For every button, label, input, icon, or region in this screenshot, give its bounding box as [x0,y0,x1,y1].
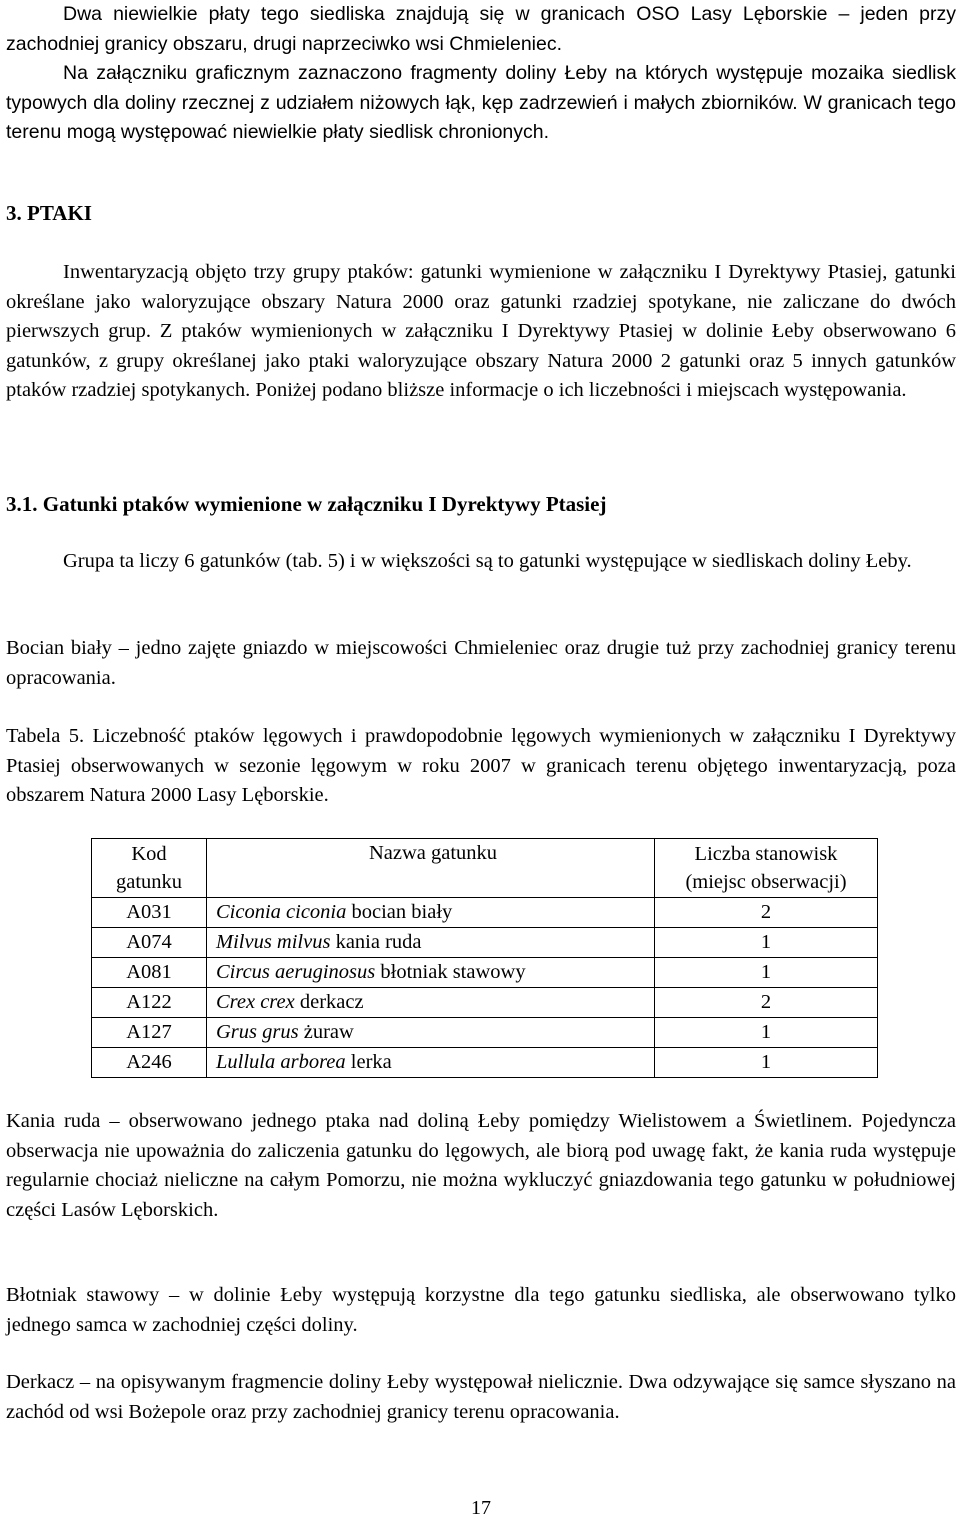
header-code-line1: Kod [131,843,167,865]
cell-code: A031 [92,898,207,928]
corncrake-paragraph: Derkacz – na opisywanym fragmencie doliny Łeby występował nielicznie. Dwa odzywające się samce słyszano na zachód od wsi Bożepole oraz przy zachodniej granicy terenu opracowania. [6,1371,956,1423]
table-header-row [92,839,878,898]
section-heading-birds: 3. PTAKI [6,201,92,225]
cell-name [207,1048,655,1078]
cell-code: A246 [92,1048,207,1078]
latin-name: Crex crex [216,991,295,1013]
header-code [92,839,207,898]
bird-table-wrapper [91,838,878,1078]
header-count-line2: (miejsc obserwacji) [685,871,847,893]
polish-name: żuraw [298,1021,354,1043]
red-kite-paragraph: Kania ruda – obserwowano jednego ptaka nad doliną Łeby pomiędzy Wielistowem a Świetlinem. Pojedyncza obserwacja nie upoważnia do zaliczenia gatunku do lęgowych, ale biorą pod uwagę fakt, że kania ruda występuje regularnie chociaż nieliczne na całym Pomorzu, nie można wykluczyć gniazdowania tego gatunku w południowej części Lasów Lęborskich. [6,1110,956,1221]
cell-code: A074 [92,928,207,958]
cell-name [207,928,655,958]
table-row [92,898,878,928]
table-row [92,1018,878,1048]
marsh-harrier-paragraph: Błotniak stawowy – w dolinie Łeby występują korzystne dla tego gatunku siedliska, ale obserwowano tylko jednego samca w zachodniej części doliny. [6,1284,956,1336]
latin-name: Grus grus [216,1021,299,1043]
latin-name: Milvus milvus [216,931,331,953]
table-row [92,1048,878,1078]
cell-count: 2 [655,988,878,1018]
header-name: Nazwa gatunku [207,839,655,898]
cell-count: 1 [655,1048,878,1078]
cell-name [207,958,655,988]
cell-count: 1 [655,958,878,988]
cell-code: A127 [92,1018,207,1048]
header-count-line1: Liczba stanowisk [694,843,838,865]
latin-name: Lullula arborea [216,1051,346,1073]
table-caption: Tabela 5. Liczebność ptaków lęgowych i prawdopodobnie lęgowych wymienionych w załączniku I Dyrektywy Ptasiej obserwowanych w sezonie lęgowym w roku 2007 w granicach terenu objętego inwentaryzacją, poza obszarem Natura 2000 Lasy Lęborskie. [6,725,956,806]
cell-count: 2 [655,898,878,928]
header-count [655,839,878,898]
bird-species-table [91,838,878,1078]
table-row [92,958,878,988]
polish-name: błotniak stawowy [375,961,526,983]
cell-code: A122 [92,988,207,1018]
page-number: 17 [471,1497,491,1519]
cell-code: A081 [92,958,207,988]
habitat-section [6,0,956,148]
cell-count: 1 [655,1018,878,1048]
habitat-paragraph-2: Na załączniku graficznym zaznaczono fragmenty doliny Łeby na których występuje mozaika siedlisk typowych dla doliny rzecznej z udziałem niżowych łąk, kęp zadrzewień i małych zbiorników. W granicach tego terenu mogą występować niewielkie płaty siedlisk chronionych. [6,62,956,143]
subsection-heading: 3.1. Gatunki ptaków wymienione w załączniku I Dyrektywy Ptasiej [6,492,607,516]
polish-name: kania ruda [330,931,422,953]
latin-name: Ciconia ciconia [216,901,347,923]
polish-name: bocian biały [346,901,453,923]
latin-name: Circus aeruginosus [216,961,376,983]
cell-count: 1 [655,928,878,958]
group-paragraph: Grupa ta liczy 6 gatunków (tab. 5) i w większości są to gatunki występujące w siedliskach doliny Łeby. [63,550,912,572]
birds-intro-paragraph: Inwentaryzacją objęto trzy grupy ptaków: gatunki wymienione w załączniku I Dyrektywy Ptasiej, gatunki określane jako waloryzujące obszary Natura 2000 oraz gatunki rzadziej spotykane, nie zaliczane do dwóch pierwszych grup. Z ptaków wymienionych w załączniku I Dyrektywy Ptasiej w dolinie Łeby obserwowano 6 gatunków, z grupy określanej jako ptaki waloryzujące obszary Natura 2000 2 gatunki oraz 5 innych gatunków ptaków rzadziej spotykanych. Poniżej podano bliższe informacje o ich liczebności i miejscach występowania. [6,261,956,401]
cell-name [207,898,655,928]
cell-name [207,988,655,1018]
table-row [92,988,878,1018]
header-code-line2: gatunku [115,871,183,893]
polish-name: derkacz [294,991,364,1013]
cell-name [207,1018,655,1048]
habitat-paragraph-1: Dwa niewielkie płaty tego siedliska znajdują się w granicach OSO Lasy Lęborskie – jeden przy zachodniej granicy obszaru, drugi naprzeciwko wsi Chmieleniec. [6,3,956,55]
table-row [92,928,878,958]
polish-name: lerka [345,1051,392,1073]
white-stork-paragraph: Bocian biały – jedno zajęte gniazdo w miejscowości Chmieleniec oraz drugie tuż przy zachodniej granicy terenu opracowania. [6,637,956,689]
